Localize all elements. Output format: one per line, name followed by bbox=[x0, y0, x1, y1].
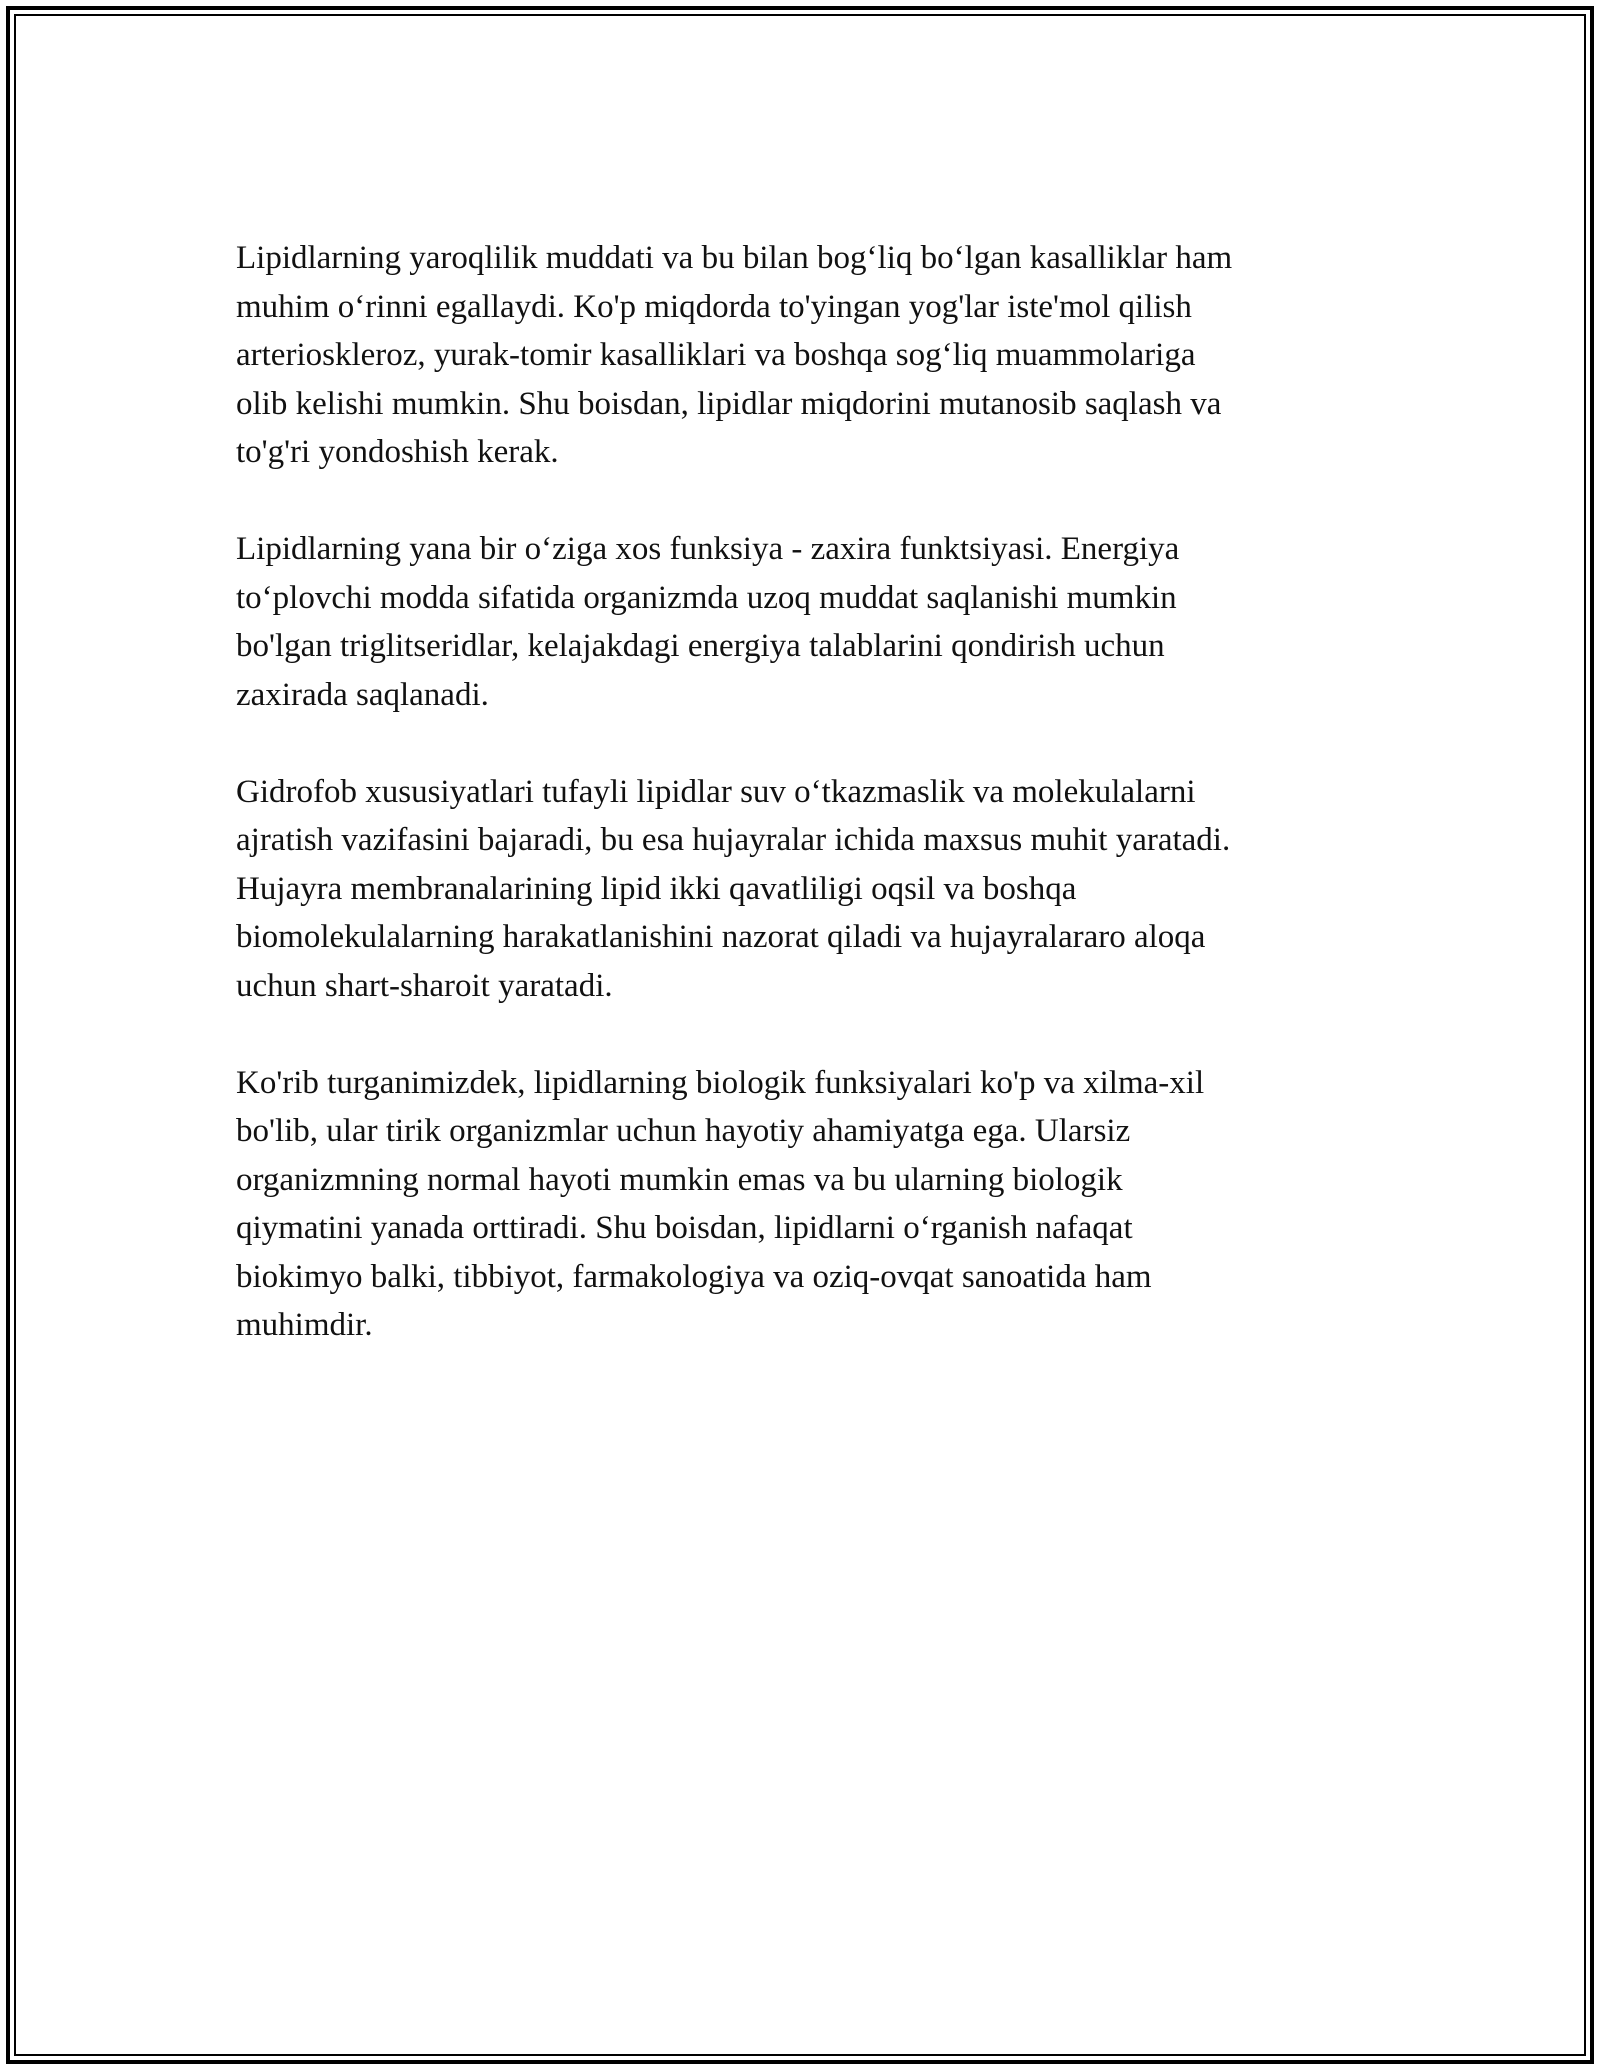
paragraph-line: biokimyo balki, tibbiyot, farmakologiya va oziq-ovqat sanoatida ham bbox=[236, 1258, 1152, 1295]
paragraph-line: olib kelishi mumkin. Shu boisdan, lipidlar miqdorini mutanosib saqlash va bbox=[236, 385, 1222, 422]
paragraph-line: bo'lgan triglitseridlar, kelajakdagi energiya talablarini qondirish uchun bbox=[236, 628, 1165, 664]
paragraph-3 bbox=[236, 768, 1366, 1011]
paragraph-line: muhim o‘rinni egallaydi. Ko'p miqdorda to'yingan yog'lar iste'mol qilish bbox=[236, 288, 1192, 325]
paragraph-line: Lipidlarning yaroqlilik muddati va bu bilan bog‘liq bo‘lgan kasalliklar ham bbox=[236, 240, 1233, 276]
paragraph-line: Ko'rib turganimizdek, lipidlarning biologik funksiyalari ko'p va xilma-xil bbox=[236, 1064, 1205, 1101]
paragraph-line: organizmning normal hayoti mumkin emas va bu ularning biologik bbox=[236, 1161, 1123, 1198]
paragraph-line: muhimdir. bbox=[236, 1307, 373, 1343]
paragraph-line: qiymatini yanada orttiradi. Shu boisdan, lipidlarni o‘rganish nafaqat bbox=[236, 1210, 1133, 1246]
paragraph-line: Lipidlarning yana bir o‘ziga xos funksiya - zaxira funktsiyasi. Energiya bbox=[236, 531, 1180, 567]
paragraph-line: to‘plovchi modda sifatida organizmda uzoq muddat saqlanishi mumkin bbox=[236, 579, 1177, 616]
document-body bbox=[236, 234, 1366, 1398]
paragraph-line: ajratish vazifasini bajaradi, bu esa hujayralar ichida maxsus muhit yaratadi. bbox=[236, 822, 1231, 858]
paragraph-line: uchun shart-sharoit yaratadi. bbox=[236, 967, 613, 1004]
paragraph-4 bbox=[236, 1059, 1366, 1350]
paragraph-line: Gidrofob xususiyatlari tufayli lipidlar suv o‘tkazmaslik va molekulalarni bbox=[236, 773, 1196, 810]
paragraph-line: to'g'ri yondoshish kerak. bbox=[236, 434, 559, 470]
paragraph-line: arterioskleroz, yurak-tomir kasalliklari va boshqa sog‘liq muammolariga bbox=[236, 337, 1196, 373]
paragraph-1 bbox=[236, 234, 1366, 477]
paragraph-line: biomolekulalarning harakatlanishini nazorat qiladi va hujayralararo aloqa bbox=[236, 919, 1206, 955]
paragraph-line: Hujayra membranalarining lipid ikki qavatliligi oqsil va boshqa bbox=[236, 870, 1077, 907]
paragraph-line: zaxirada saqlanadi. bbox=[236, 676, 489, 713]
paragraph-2 bbox=[236, 525, 1366, 719]
paragraph-line: bo'lib, ular tirik organizmlar uchun hayotiy ahamiyatga ega. Ularsiz bbox=[236, 1113, 1131, 1149]
